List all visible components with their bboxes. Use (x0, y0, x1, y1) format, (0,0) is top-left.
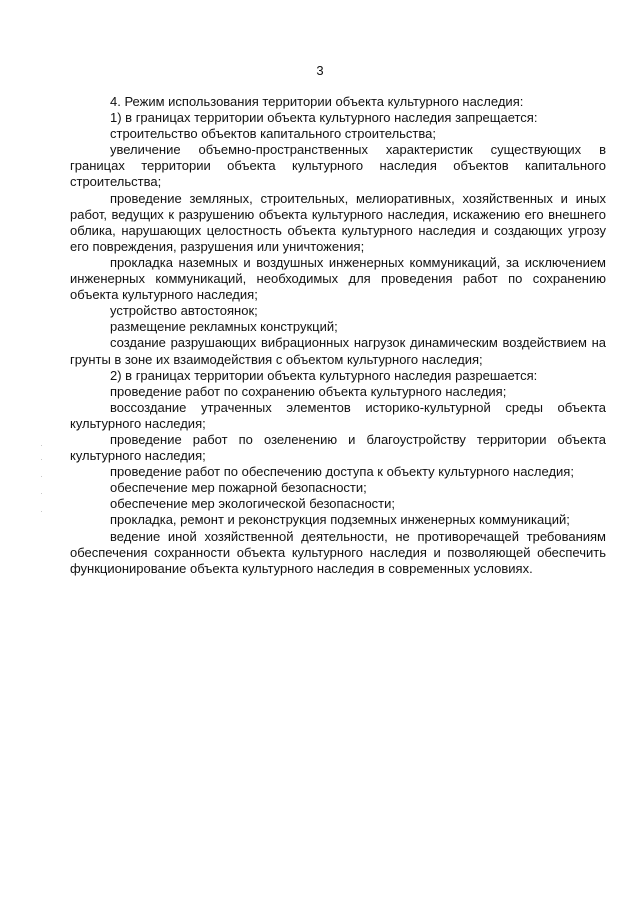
subsection-permitted-heading: 2) в границах территории объекта культурного наследия разрешается: (110, 367, 538, 383)
list-item: прокладка наземных и воздушных инженерных коммуникаций, за исключением инженерных коммуникаций, необходимых для проведения работ по сохранению объекта культурного наследия; (70, 254, 606, 303)
list-item: прокладка, ремонт и реконструкция подземных инженерных коммуникаций; (110, 512, 570, 528)
list-item: обеспечение мер экологической безопасности; (110, 496, 396, 512)
list-item: проведение работ по обеспечению доступа к объекту культурного наследия; (110, 464, 574, 480)
list-item: устройство автостоянок; (110, 303, 258, 319)
section-heading-regime: 4. Режим использования территории объекта культурного наследия: (110, 94, 524, 109)
list-item: проведение работ по озеленению и благоустройству территории объекта культурного наследия; (70, 431, 606, 464)
list-item: создание разрушающих вибрационных нагрузок динамическим воздействием на грунты в зоне их взаимодействия с объектом культурного наследия; (70, 335, 606, 367)
scan-margin-marks (41, 445, 43, 525)
subsection-prohibited-heading: 1) в границах территории объекта культурного наследия запрещается: (110, 110, 538, 126)
list-item: размещение рекламных конструкций; (110, 319, 338, 335)
list-item: воссоздание утраченных элементов историко-культурной среды объекта культурного наследия; (70, 399, 606, 431)
list-item: ведение иной хозяйственной деятельности, не противоречащей требованиям обеспечения сохранности объекта культурного наследия и позволяющей обеспечить функционирование объекта культурного наследия в современных условиях. (70, 528, 606, 576)
list-item: проведение земляных, строительных, мелиоративных, хозяйственных и иных работ, ведущих к разрушению объекта культурного наследия, искажению его внешнего облика, нарушающих целостность объекта культурного наследия и создающих угрозу его повреждения, разрушения или уничтожения; (70, 190, 606, 254)
page-number: 3 (316, 63, 324, 78)
list-item: увеличение объемно-пространственных характеристик существующих в границах территории объекта культурного наследия объектов капитального строительства; (70, 142, 606, 190)
list-item: строительство объектов капитального строительства; (110, 126, 436, 142)
list-item: проведение работ по сохранению объекта культурного наследия; (110, 383, 507, 399)
list-item: обеспечение мер пожарной безопасности; (110, 480, 367, 496)
document-body (70, 94, 606, 577)
